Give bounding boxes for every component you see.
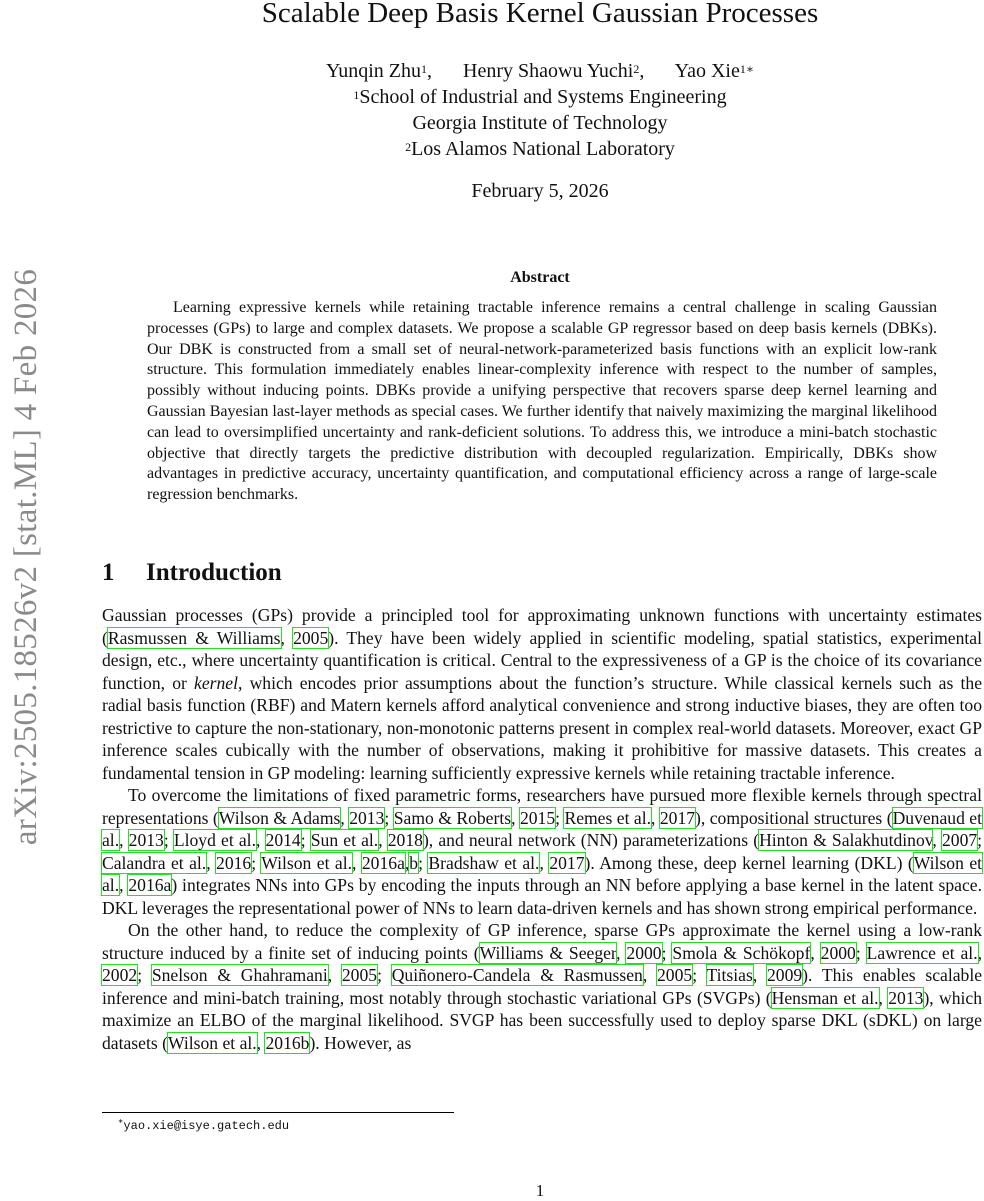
page-number: 1 [535, 1181, 545, 1200]
citation-link[interactable]: 2017 [659, 807, 696, 828]
citation-link[interactable]: 2009 [766, 965, 803, 985]
text: , [539, 852, 550, 873]
text: , [651, 807, 660, 828]
affiliation-mark: 2 [405, 140, 412, 154]
text: , [616, 942, 627, 963]
affiliation-line [0, 110, 984, 136]
paragraph [102, 784, 982, 919]
text: , [256, 1032, 266, 1053]
section-heading [102, 559, 282, 587]
text: , [206, 852, 217, 873]
text: ) integrates NNs into GPs by encoding the inputs through an NN before applying a base kernel in the latent space. DKL leverages the representational power of NNs to learn data-driven kernels and has shown strong empirical performance. [102, 875, 983, 918]
citation-link[interactable]: 2000 [820, 942, 856, 963]
citation-link[interactable]: Wilson et al. [261, 852, 353, 873]
citation-link[interactable]: 2000 [626, 942, 662, 963]
text: ; [855, 942, 867, 963]
citation-link[interactable]: Hinton & Salakhutdinov [759, 830, 933, 850]
citation-link[interactable]: 2002 [102, 965, 138, 985]
text: ; [661, 942, 673, 963]
footnote-mark: ∗ [118, 1117, 124, 1127]
citation-link[interactable]: Bradshaw et al. [428, 852, 540, 873]
citation-link[interactable]: 2013 [888, 987, 924, 1008]
citation-link[interactable]: 2016b [265, 1032, 310, 1053]
text: ; [163, 830, 174, 850]
affiliation-text: School of Industrial and Systems Engineering [359, 86, 727, 108]
text: ; [692, 965, 707, 985]
citation-link[interactable]: 2013 [128, 830, 164, 850]
paragraph [102, 604, 982, 784]
text: , [878, 987, 889, 1008]
text: To overcome the limitations of fixed parametric forms, researchers have pursued more flexible kernels through spectral representations ( [102, 785, 982, 828]
citation-link[interactable]: 2016a [128, 875, 172, 895]
citation-link[interactable]: 2017 [549, 852, 585, 873]
separator: , [639, 60, 645, 82]
citation-link[interactable]: Sun et al. [310, 830, 379, 850]
text: ; [977, 830, 983, 850]
affiliation-line [0, 136, 984, 162]
affiliation-mark: 1 [353, 88, 360, 102]
text: , [352, 852, 362, 873]
citation-link[interactable]: 2013 [349, 807, 385, 828]
citation-link[interactable]: Lloyd et al. [173, 830, 256, 850]
paper-date: February 5, 2026 [471, 180, 609, 202]
citation-link[interactable]: Duvenaud et al. [102, 807, 983, 850]
affiliation-mark: 2 [633, 62, 640, 76]
citation-link[interactable]: Williams & Seeger [479, 942, 617, 963]
citation-link[interactable]: 2018 [387, 830, 423, 850]
affiliation-mark: 1∗ [739, 62, 754, 76]
text: ; [300, 830, 311, 850]
citation-link[interactable]: Lawrence et al. [866, 942, 978, 963]
citation-link[interactable]: Remes et al. [564, 807, 652, 828]
citation-link[interactable]: Wilson & Adams [218, 807, 341, 828]
citation-link[interactable]: 2005 [341, 965, 378, 985]
text: , [119, 830, 129, 850]
text: ), and neural network (NN) parameterizations ( [422, 830, 760, 850]
text: ). However, as [309, 1032, 412, 1053]
text: , [378, 830, 388, 850]
text: ). They have been widely applied in scientific modeling, spatial statistics, experimental design, etc., where uncertainty quantification is critical. Central to the expressiveness of a GP is the choice of its covariance function, or [102, 627, 982, 693]
citation-link[interactable]: 2007 [941, 830, 978, 850]
text: ; [555, 807, 565, 828]
paragraph [102, 919, 982, 1054]
citation-link[interactable]: Quiñonero-Candela & Rasmussen [391, 965, 643, 985]
citation-link[interactable]: Hensman et al. [771, 987, 879, 1008]
text: Gaussian processes (GPs) provide a principled tool for approximating unknown functions with uncertainty estimates ( [102, 605, 982, 648]
text: ), which maximize an ELBO of the marginal likelihood. SVGP has been successfully used to deploy sparse DKL (sDKL) on large datasets ( [102, 987, 983, 1053]
text: , [642, 965, 657, 985]
affiliation-text: Los Alamos National Laboratory [411, 138, 675, 160]
author-name: Yao Xie [674, 60, 740, 82]
text: ), compositional structures ( [695, 807, 893, 828]
citation-link[interactable]: Wilson et al. [167, 1032, 257, 1053]
citation-link[interactable]: 2016a [361, 852, 405, 873]
citation-link[interactable]: 2015 [519, 807, 556, 828]
text: , [810, 942, 821, 963]
citation-link[interactable]: 2005 [657, 965, 693, 985]
body-text [102, 604, 982, 1054]
paper-title: Scalable Deep Basis Kernel Gaussian Processes [261, 0, 819, 29]
citation-link[interactable]: Calandra et al. [102, 852, 207, 873]
text: ; [377, 965, 392, 985]
text: ). Among these, deep kernel learning (DKL) ( [584, 852, 914, 873]
citation-link[interactable]: Wilson et al. [102, 852, 983, 895]
text: , [255, 830, 266, 850]
affiliation-line [0, 84, 984, 110]
author-list [0, 58, 984, 84]
citation-link[interactable]: b [409, 852, 419, 873]
text: , [511, 807, 520, 828]
text: ; [384, 807, 394, 828]
citation-link[interactable]: Rasmussen & Williams [107, 627, 281, 648]
text: ). This enables scalable inference and mini-batch training, most notably through stochastic variational GPs (SVGPs) ( [102, 965, 983, 1008]
text: ; [137, 965, 152, 985]
citation-link[interactable]: 2016 [216, 852, 252, 873]
abstract-heading: Abstract [510, 269, 570, 286]
text: , [327, 965, 342, 985]
section-title: Introduction [146, 559, 282, 586]
text: , [977, 942, 983, 963]
footnote-email[interactable]: yao.xie@isye.gatech.edu [123, 1119, 290, 1133]
section-number: 1 [102, 559, 115, 586]
citation-link[interactable]: 2014 [265, 830, 301, 850]
citation-link[interactable]: Snelson & Ghahramani [151, 965, 328, 985]
text: , [340, 807, 350, 828]
text: , which encodes prior assumptions about the function’s structure. While classical kernels such as the radial basis function (RBF) and Matern kernels afford analytical convenience and strong inductive biases, they are often too restrictive to capture the non-stationary, non-monotonic patterns present in complex real-world datasets. Moreover, exact GP inference scales cubically with the number of observations, making it prohibitive for massive datasets. This creates a fundamental tension in GP modeling: learning sufficiently expressive kernels while retaining tractable inference. [102, 672, 983, 783]
affiliation-text: Georgia Institute of Technology [412, 112, 668, 134]
text: , [932, 830, 942, 850]
affiliation-mark: 1 [421, 62, 428, 76]
emphasis: kernel [194, 672, 238, 693]
footnote-divider [102, 1112, 454, 1113]
text: On the other hand, to reduce the complexity of GP inference, sparse GPs approximate the kernel using a low-rank structure induced by a finite set of inducing points ( [102, 920, 982, 963]
author-name: Henry Shaowu Yuchi [463, 60, 634, 82]
separator: , [427, 60, 433, 82]
text: ; [251, 852, 262, 873]
citation-link[interactable]: 2005 [293, 627, 329, 648]
citation-link[interactable]: Samo & Roberts [393, 807, 512, 828]
text: , [752, 965, 767, 985]
text: , [119, 875, 129, 895]
arxiv-identifier-stamp: arXiv:2505.18526v2 [stat.ML] 4 Feb 2026 [8, 268, 44, 846]
text: ; [418, 852, 429, 873]
citation-link[interactable]: Titsias [706, 965, 753, 985]
abstract-text: Learning expressive kernels while retaining tractable inference remains a central challenge in scaling Gaussian processes (GPs) to large and complex datasets. We propose a scalable GP regressor based on deep basis kernels (DBKs). Our DBK is constructed from a small set of neural-network-parameterized basis functions with an explicit low-rank structure. This formulation immediately enables linear-complexity inference with respect to the number of samples, possibly without inducing points. DBKs provide a unifying perspective that recovers sparse deep kernel learning and Gaussian Bayesian last-layer methods as special cases. We further identify that naively maximizing the marginal likelihood can lead to oversimplified uncertainty and rank-deficient solutions. To address this, we introduce a mini-batch stochastic objective that directly targets the predictive distribution with decoupled regularization. Empirically, DBKs show advantages in predictive accuracy, uncertainty quantification, and computational efficiency across a range of large-scale regression benchmarks. [147, 299, 937, 504]
citation-link[interactable]: Smola & Schökopf [672, 942, 811, 963]
footnote [118, 1119, 289, 1133]
author-name: Yunqin Zhu [326, 60, 422, 82]
text: , [280, 627, 294, 648]
text: , [404, 852, 410, 873]
